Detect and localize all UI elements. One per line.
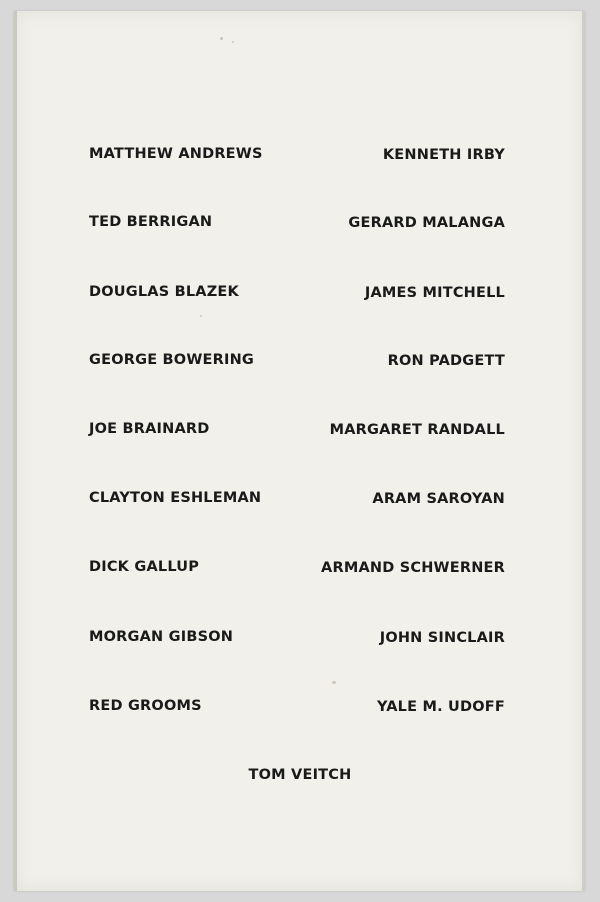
cover-right-edge (582, 11, 585, 891)
contributor-name: JAMES MITCHELL (364, 285, 505, 301)
paper-speck (220, 37, 223, 40)
contributor-name: YALE M. UDOFF (376, 699, 505, 715)
contributor-name: RON PADGETT (387, 353, 505, 369)
contributor-name: GEORGE BOWERING (89, 352, 255, 368)
paper-speck (332, 681, 336, 684)
contributor-name: ARAM SAROYAN (372, 491, 505, 507)
paper-speck (232, 41, 234, 43)
contributor-name: DOUGLAS BLAZEK (89, 284, 239, 300)
contributor-name-final: TOM VEITCH (248, 767, 352, 783)
contributor-name: TED BERRIGAN (89, 214, 213, 230)
contributor-name: GERARD MALANGA (348, 215, 505, 231)
contributor-name: MATTHEW ANDREWS (89, 146, 263, 162)
contributor-name: JOE BRAINARD (89, 421, 210, 437)
book-cover (14, 11, 585, 891)
contributor-name: MORGAN GIBSON (89, 629, 234, 645)
contributor-name: JOHN SINCLAIR (379, 630, 505, 646)
contributor-name: CLAYTON ESHLEMAN (89, 490, 262, 506)
contributor-name: MARGARET RANDALL (329, 422, 505, 438)
cover-left-edge (14, 11, 17, 891)
paper-speck (200, 315, 202, 317)
contributor-name: RED GROOMS (89, 698, 202, 714)
contributor-name: ARMAND SCHWERNER (321, 560, 505, 576)
contributor-name: KENNETH IRBY (382, 147, 505, 163)
contributor-name: DICK GALLUP (89, 559, 200, 575)
